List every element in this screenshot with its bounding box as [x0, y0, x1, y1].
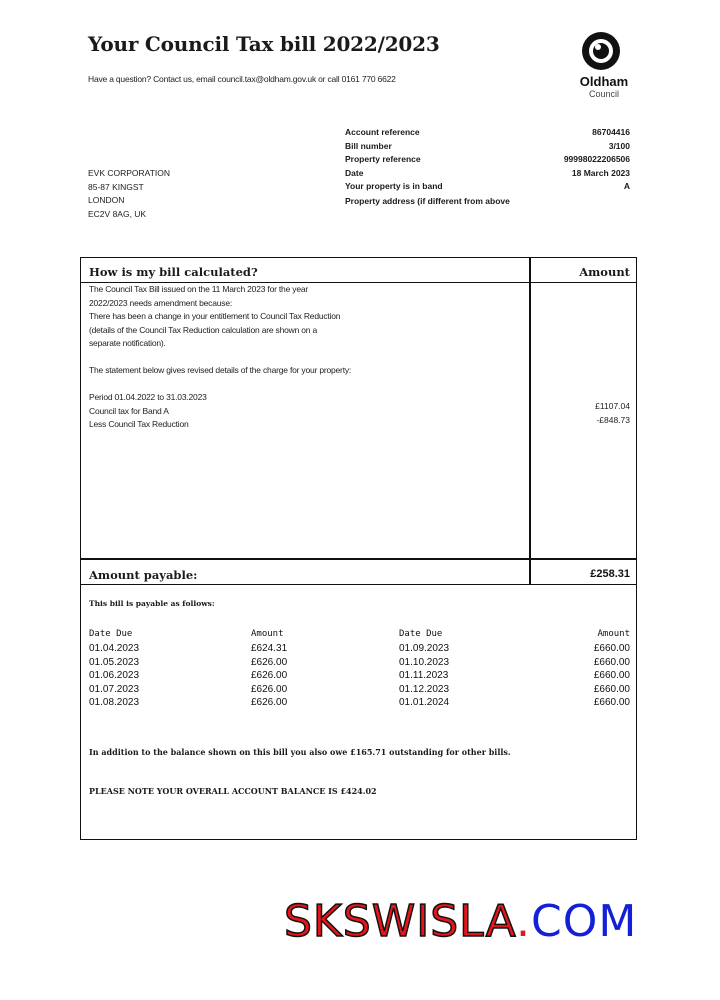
contact-line: Have a question? Contact us, email council.tax@oldham.gov.uk or call 0161 770 6622	[88, 74, 396, 84]
schedule-amount: £626.00	[251, 697, 288, 708]
date-value: 18 March 2023	[571, 167, 630, 178]
calc-text: The statement below gives revised details of the charge for your property:	[89, 365, 352, 375]
calc-heading: How is my bill calculated?	[89, 265, 258, 279]
calc-text: 2022/2023 needs amendment because:	[89, 297, 233, 308]
calc-period: Period 01.04.2022 to 31.03.2023	[89, 392, 207, 402]
bill-table	[80, 257, 637, 840]
calc-explanation	[89, 283, 519, 432]
reduction-label: Less Council Tax Reduction	[89, 419, 189, 429]
schedule-amount: £660.00	[593, 697, 630, 708]
schedule-amount: £624.31	[251, 643, 288, 654]
address-line: LONDON	[88, 195, 125, 205]
calc-amounts	[595, 400, 630, 427]
schedule-amount-header: Amount	[251, 629, 284, 639]
charge-amount: £1107.04	[595, 401, 630, 411]
account-reference-label: Account reference	[345, 127, 420, 137]
charge-label: Council tax for Band A	[89, 405, 169, 416]
bill-meta-labels	[345, 127, 510, 209]
site-watermark	[284, 896, 637, 947]
amount-heading: Amount	[579, 265, 630, 279]
overall-balance-note: PLEASE NOTE YOUR OVERALL ACCOUNT BALANCE IS £424.02	[89, 786, 377, 796]
schedule-amount: £660.00	[593, 670, 630, 681]
calc-text: There has been a change in your entitlement to Council Tax Reduction	[89, 311, 341, 321]
council-logo	[566, 30, 642, 106]
address-line: EC2V 8AG, UK	[88, 208, 147, 219]
address-line: EVK CORPORATION	[88, 168, 171, 178]
schedule-amount: £626.00	[251, 656, 288, 668]
schedule-date: 01.08.2023	[89, 697, 140, 708]
payable-note: This bill is payable as follows:	[89, 599, 215, 608]
outstanding-balance-note: In addition to the balance shown on this bill you also owe £165.71 outstanding for other bills.	[89, 747, 511, 757]
schedule-date: 01.01.2024	[399, 697, 450, 708]
calc-text: The Council Tax Bill issued on the 11 March 2023 for the year	[89, 284, 309, 294]
schedule-date: 01.12.2023	[399, 683, 450, 695]
schedule-date: 01.11.2023	[399, 670, 449, 681]
address-line: 85-87 KINGST	[88, 181, 144, 192]
logo-sub: Council	[588, 89, 619, 99]
band-value: A	[623, 181, 630, 191]
schedule-date: 01.10.2023	[399, 656, 450, 668]
schedule-amount-header: Amount	[597, 629, 630, 639]
bill-number-value: 3/100	[608, 140, 630, 151]
schedule-date: 01.09.2023	[399, 643, 450, 654]
schedule-amounts-left	[251, 642, 287, 710]
logo-name: Oldham	[579, 74, 629, 89]
schedule-amount: £626.00	[251, 670, 288, 681]
payable-divider-bottom	[81, 584, 636, 585]
schedule-date: 01.07.2023	[89, 683, 140, 695]
calc-text: (details of the Council Tax Reduction calculation are shown on a	[89, 324, 318, 335]
schedule-date-header: Date Due	[89, 629, 133, 639]
schedule-dates-left	[89, 642, 139, 710]
schedule-amount: £660.00	[593, 683, 630, 695]
amount-payable-label: Amount payable:	[89, 568, 198, 582]
calc-text: separate notification).	[89, 338, 166, 348]
date-label: Date	[345, 167, 364, 178]
reduction-amount: -£848.73	[596, 414, 630, 425]
schedule-amount: £660.00	[593, 656, 630, 668]
schedule-date: 01.04.2023	[89, 643, 140, 654]
bill-number-label: Bill number	[345, 140, 392, 151]
payable-divider-top	[81, 558, 636, 560]
column-divider	[529, 258, 531, 585]
amount-payable-value: £258.31	[590, 568, 630, 580]
watermark-dot: .	[515, 896, 531, 947]
schedule-date: 01.06.2023	[89, 670, 140, 681]
account-reference-value: 86704416	[592, 127, 630, 137]
schedule-amount: £626.00	[251, 683, 288, 695]
bill-meta-values	[564, 127, 630, 195]
schedule-dates-right	[399, 642, 449, 710]
property-reference-value: 99998022206506	[563, 154, 630, 164]
watermark-main: SKSWISLA	[284, 896, 516, 947]
bill-title: Your Council Tax bill 2022/2023	[88, 32, 440, 56]
property-reference-label: Property reference	[345, 154, 421, 164]
schedule-date-header: Date Due	[399, 629, 443, 639]
oldham-logo-icon	[580, 30, 622, 72]
schedule-amounts-right	[594, 642, 630, 710]
schedule-date: 01.05.2023	[89, 656, 140, 668]
property-address-label: Property address (if different from above	[345, 195, 510, 206]
watermark-tld: COM	[530, 896, 638, 947]
band-label: Your property is in band	[345, 181, 443, 191]
recipient-address	[88, 167, 170, 221]
schedule-amount: £660.00	[593, 643, 630, 654]
